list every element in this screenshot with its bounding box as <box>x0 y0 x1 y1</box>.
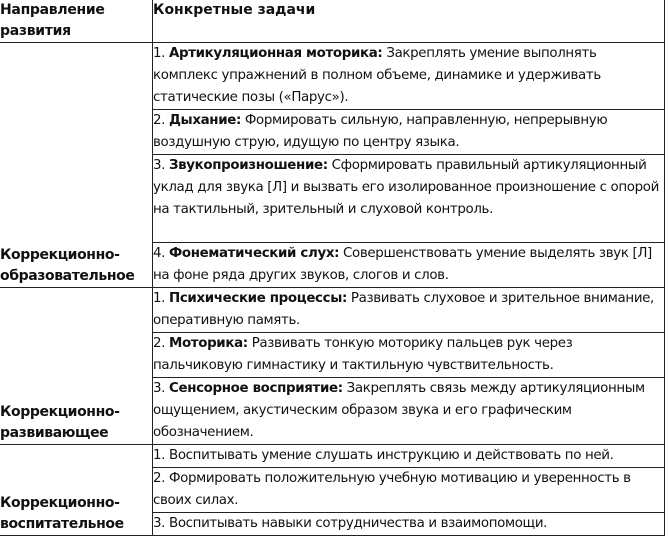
task-number: 1. <box>153 46 169 61</box>
task-cell <box>153 43 665 110</box>
task-cell <box>153 110 665 155</box>
table-row <box>0 288 665 333</box>
header-direction: Направление развития <box>0 0 153 43</box>
task-text: Сформировать правильный артикуляционный уклад для звука [Л] и вызвать его изолированное произношение с опорой на тактильный, зрительный и слуховой контроль. <box>153 158 659 217</box>
task-cell <box>153 378 665 445</box>
task-text: Развивать слуховое и зрительное внимание, оперативную память. <box>153 291 654 328</box>
task-title: Артикуляционная моторика: <box>168 46 383 61</box>
task-text: 2. Формировать положительную учебную мотивацию и уверенность в своих силах. <box>153 471 631 508</box>
task-number: 2. <box>153 113 169 128</box>
task-title: Фонематический слух: <box>168 246 340 261</box>
task-title: Моторика: <box>168 336 248 351</box>
task-cell <box>153 445 665 468</box>
task-text: Закреплять связь между артикуляционным ощущением, акустическим образом звука и его графическим обозначением. <box>153 381 645 440</box>
task-title: Звукопроизношение: <box>168 158 328 173</box>
task-text: Совершенствовать умение выделять звук [Л] на фоне ряда других звуков, слогов и слов. <box>153 246 652 283</box>
header-row <box>0 0 665 43</box>
header-tasks: Конкретные задачи <box>153 0 665 43</box>
task-cell <box>153 513 665 536</box>
task-number: 4. <box>153 246 169 261</box>
task-number: 3. <box>153 158 169 173</box>
task-text: 3. Воспитывать навыки сотрудничества и взаимопомощи. <box>153 516 548 531</box>
group-label: Коррекционно-образовательное <box>0 43 153 288</box>
task-text: Закреплять умение выполнять комплекс упражнений в полном объеме, динамике и удерживать статические позы («Парус»). <box>153 46 601 105</box>
task-number: 2. <box>153 336 169 351</box>
group-label: Коррекционно-воспитательное <box>0 445 153 536</box>
task-title: Дыхание: <box>168 113 241 128</box>
task-cell <box>153 333 665 378</box>
task-text: 1. Воспитывать умение слушать инструкцию и действовать по ней. <box>153 448 614 463</box>
task-text: Развивать тонкую моторику пальцев рук через пальчиковую гимнастику и тактильную чувствительность. <box>153 336 573 373</box>
task-title: Сенсорное восприятие: <box>168 381 343 396</box>
task-number: 3. <box>153 381 169 396</box>
task-cell <box>153 155 665 243</box>
task-cell <box>153 243 665 288</box>
table-row <box>0 445 665 468</box>
group-label: Коррекционно-развивающее <box>0 288 153 445</box>
task-cell <box>153 288 665 333</box>
task-title: Психические процессы: <box>168 291 347 306</box>
table-row <box>0 43 665 110</box>
task-cell <box>153 468 665 513</box>
task-text: Формировать сильную, направленную, непрерывную воздушную струю, идущую по центру языка. <box>153 113 608 150</box>
task-number: 1. <box>153 291 169 306</box>
